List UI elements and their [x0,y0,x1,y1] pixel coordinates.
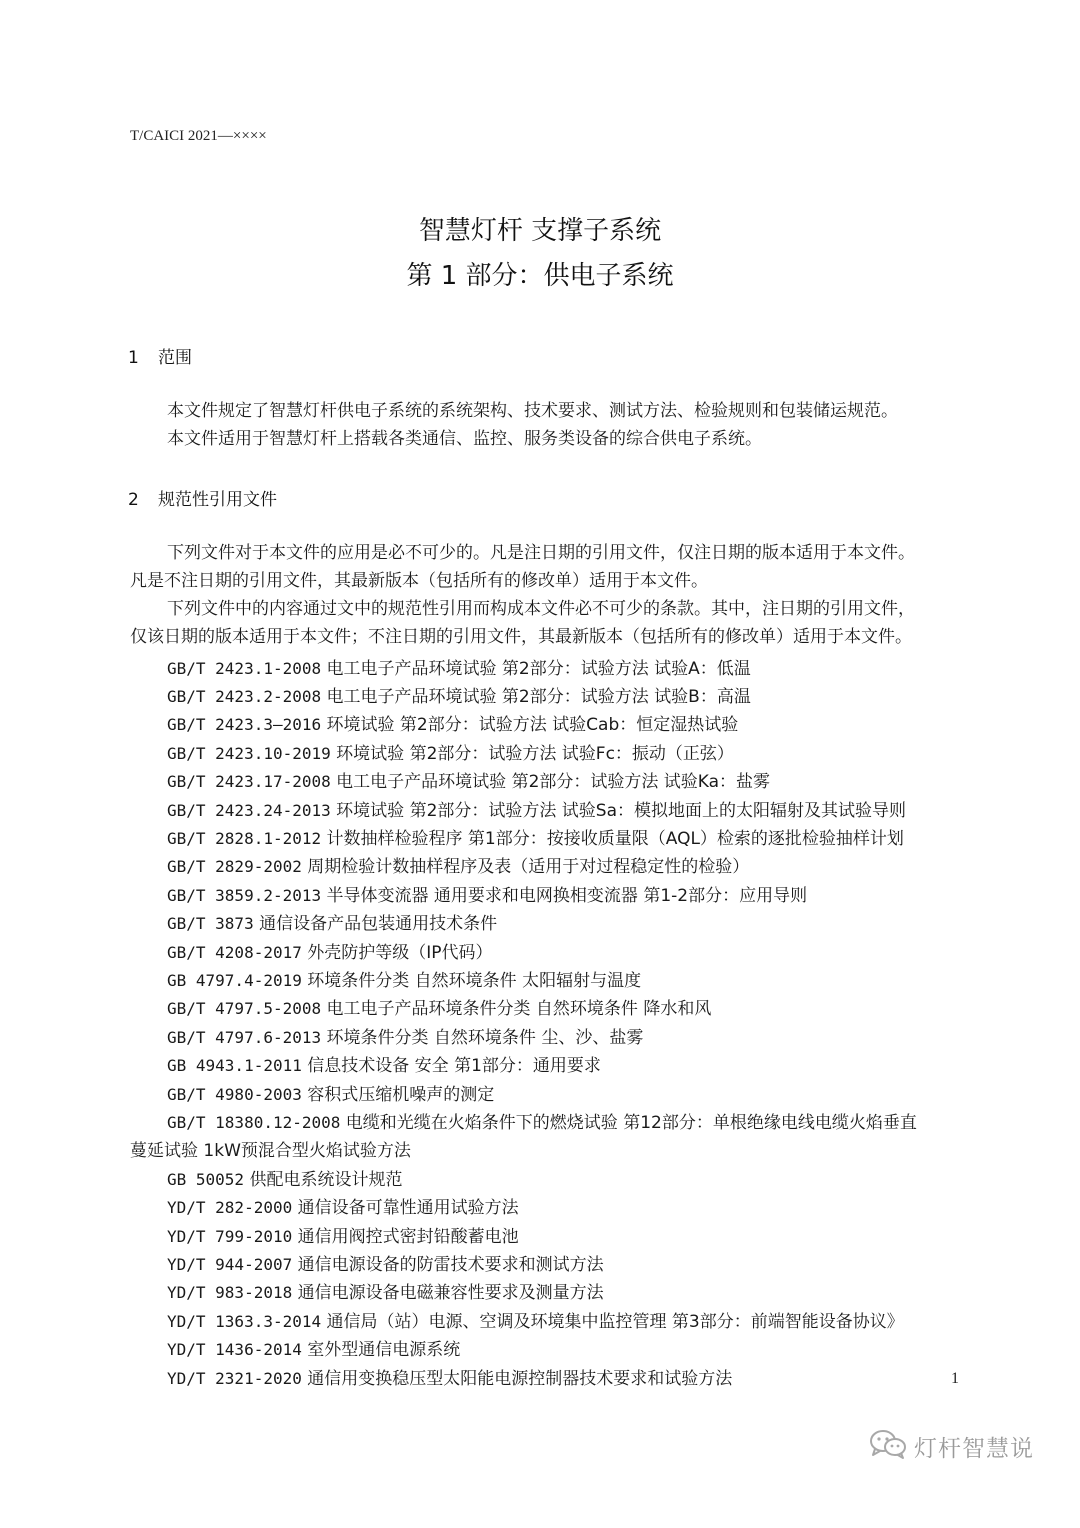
reference-item [167,1335,460,1360]
reference-title: 外壳防护等级（IP代码） [307,943,493,963]
reference-code: GB/T 2423.2-2008 [167,687,322,706]
document-title-line1: 智慧灯杆 支撑子系统 [418,216,662,246]
reference-item [167,824,904,849]
reference-item [167,881,807,906]
reference-code: GB 50052 [167,1170,245,1189]
reference-title: 通信设备产品包装通用技术条件 [259,914,498,934]
reference-code: YD/T 983-2018 [167,1283,293,1302]
reference-code: GB/T 2423.1-2008 [167,659,322,678]
reference-item [167,1278,604,1303]
paragraph: 下列文件对于本文件的应用是必不可少的。凡是注日期的引用文件，仅注日期的版本适用于本文件。 [167,543,915,563]
reference-title: 周期检验计数抽样程序及表（适用于对过程稳定性的检验） [307,857,750,877]
reference-code: YD/T 282-2000 [167,1198,293,1217]
reference-title: 容积式压缩机噪声的测定 [307,1085,495,1105]
reference-item [167,767,770,792]
reference-title: 计数抽样检验程序 第1部分：按接收质量限（AQL）检索的逐批检验抽样计划 [326,829,904,849]
paragraph: 本文件适用于智慧灯杆上搭载各类通信、监控、服务类设备的综合供电子系统。 [167,429,762,449]
reference-item [167,1250,604,1275]
reference-title: 通信设备可靠性通用试验方法 [297,1198,519,1218]
reference-code: YD/T 799-2010 [167,1227,293,1246]
reference-title: 信息技术设备 安全 第1部分：通用要求 [307,1056,601,1076]
reference-title: 环境试验 第2部分：试验方法 试验Fc：振动（正弦） [336,744,734,764]
reference-title: 电缆和光缆在火焰条件下的燃烧试验 第12部分：单根绝缘电线电缆火焰垂直 [345,1113,917,1133]
reference-item [167,654,751,679]
section-heading-normative-references [128,485,277,510]
reference-code: GB/T 2829-2002 [167,857,302,876]
reference-title: 通信用变换稳压型太阳能电源控制器技术要求和试验方法 [307,1369,733,1389]
reference-item [167,796,906,821]
document-title-line2: 第 1 部分：供电子系统 [406,261,674,291]
reference-title: 蔓延试验 1kW预混合型火焰试验方法 [130,1141,411,1161]
reference-code: YD/T 2321-2020 [167,1369,302,1388]
reference-item [167,1080,494,1105]
reference-title: 电工电子产品环境条件分类 自然环境条件 降水和风 [326,999,712,1019]
watermark [868,1428,1034,1464]
reference-code: GB/T 4797.5-2008 [167,999,322,1018]
reference-title: 电工电子产品环境试验 第2部分：试验方法 试验Ka：盐雾 [336,772,771,792]
reference-code: GB/T 3873 [167,914,254,933]
paragraph-continuation: 凡是不注日期的引用文件，其最新版本（包括所有的修改单）适用于本文件。 [130,571,708,591]
reference-title: 室外型通信电源系统 [307,1340,461,1360]
reference-item [167,966,641,991]
reference-item [167,938,493,963]
reference-title: 环境试验 第2部分：试验方法 试验Sa：模拟地面上的太阳辐射及其试验导则 [336,801,907,821]
reference-title: 环境条件分类 自然环境条件 尘、沙、盐雾 [326,1028,644,1048]
reference-title: 半导体变流器 通用要求和电网换相变流器 第1-2部分：应用导则 [326,886,808,906]
section-number: 2 [128,490,139,510]
reference-code: GB/T 2423.17-2008 [167,772,331,791]
reference-item [167,909,497,934]
reference-title: 环境试验 第2部分：试验方法 试验Cab：恒定湿热试验 [326,715,739,735]
reference-code: GB 4943.1-2011 [167,1056,302,1075]
reference-title: 环境条件分类 自然环境条件 太阳辐射与温度 [307,971,642,991]
reference-item [167,1222,519,1247]
reference-title: 供配电系统设计规范 [249,1170,403,1190]
section-number: 1 [128,348,139,368]
reference-title: 电工电子产品环境试验 第2部分：试验方法 试验A：低温 [326,659,751,679]
reference-item [167,1193,519,1218]
reference-code: GB/T 3859.2-2013 [167,886,322,905]
section-title: 范围 [158,348,192,368]
reference-code: GB/T 4797.6-2013 [167,1028,322,1047]
reference-code: YD/T 1436-2014 [167,1340,302,1359]
page-number: 1 [951,1370,959,1387]
reference-item [167,682,751,707]
section-title: 规范性引用文件 [158,490,277,510]
reference-code: GB/T 18380.12-2008 [167,1113,341,1132]
wechat-icon [868,1428,908,1464]
reference-code: GB/T 2423.3–2016 [167,715,322,734]
paragraph-continuation: 仅该日期的版本适用于本文件；不注日期的引用文件，其最新版本（包括所有的修改单）适用于本文件。 [130,627,912,647]
reference-item [167,1165,402,1190]
reference-code: GB/T 2828.1-2012 [167,829,322,848]
reference-title: 通信用阀控式密封铅酸蓄电池 [297,1227,519,1247]
reference-item [167,739,734,764]
document-code: T/CAICI 2021—×××× [130,128,267,144]
reference-item [167,994,711,1019]
reference-title: 通信电源设备电磁兼容性要求及测量方法 [297,1283,604,1303]
reference-item [167,852,749,877]
reference-code: GB/T 2423.24-2013 [167,801,331,820]
reference-code: GB/T 4208-2017 [167,943,302,962]
watermark-text: 灯杆智慧说 [914,1435,1034,1462]
reference-title: 通信电源设备的防雷技术要求和测试方法 [297,1255,604,1275]
reference-code: YD/T 1363.3-2014 [167,1312,322,1331]
reference-title: 通信局（站）电源、空调及环境集中监控管理 第3部分：前端智能设备协议》 [326,1312,904,1332]
section-heading-scope [128,343,192,368]
reference-item [167,710,738,735]
paragraph: 下列文件中的内容通过文中的规范性引用而构成本文件必不可少的条款。其中，注日期的引用文件， [167,599,915,619]
reference-item-continuation [130,1136,411,1161]
paragraph: 本文件规定了智慧灯杆供电子系统的系统架构、技术要求、测试方法、检验规则和包装储运规范。 [167,401,898,421]
reference-item [167,1364,732,1389]
reference-code: YD/T 944-2007 [167,1255,293,1274]
reference-item [167,1051,601,1076]
reference-item [167,1307,904,1332]
reference-code: GB/T 4980-2003 [167,1085,302,1104]
reference-item [167,1108,917,1133]
reference-code: GB/T 2423.10-2019 [167,744,331,763]
reference-title: 电工电子产品环境试验 第2部分：试验方法 试验B：高温 [326,687,751,707]
reference-item [167,1023,643,1048]
reference-code: GB 4797.4-2019 [167,971,302,990]
